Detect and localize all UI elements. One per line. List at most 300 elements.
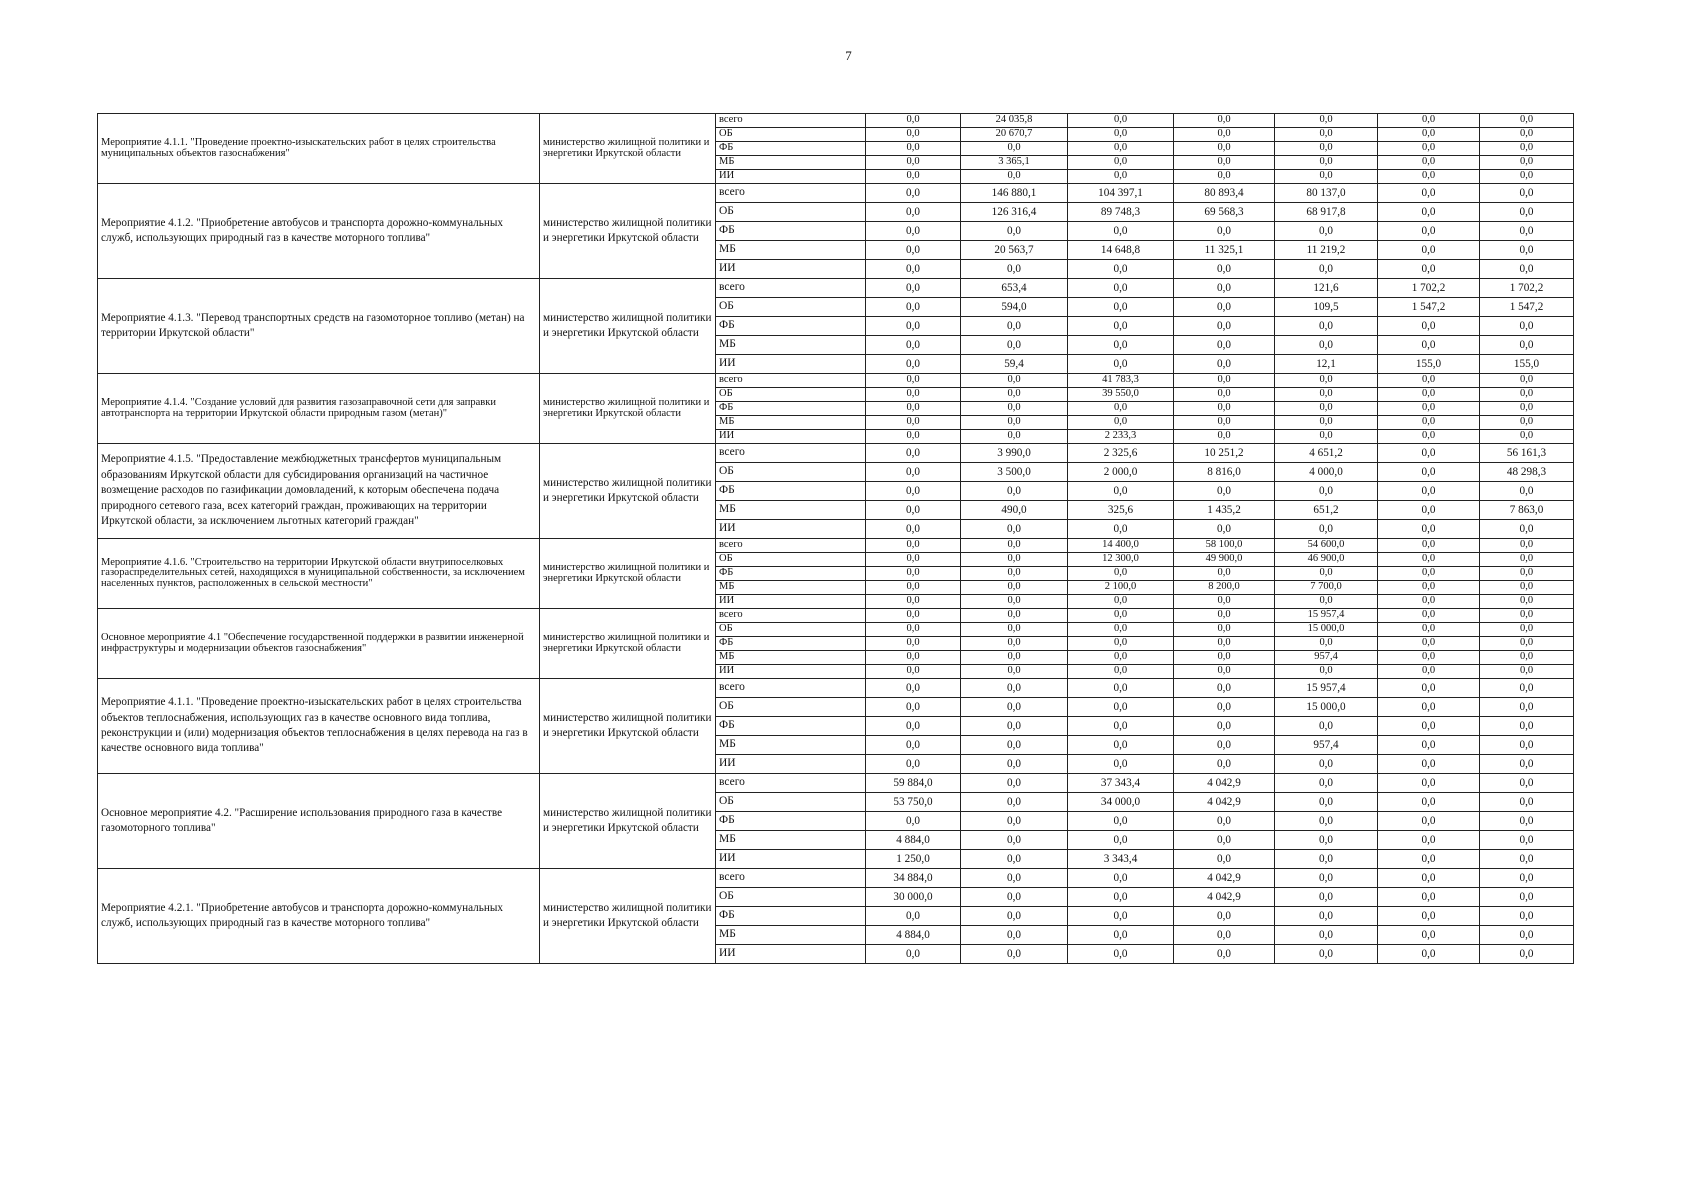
- amount-cell: 0,0: [1068, 128, 1174, 142]
- funding-source: ИИ: [716, 430, 866, 444]
- amount-cell: 4 042,9: [1174, 774, 1275, 793]
- amount-cell: 0,0: [1378, 128, 1480, 142]
- table-row: [98, 539, 1574, 553]
- table-row: [98, 679, 1574, 698]
- amount-cell: 0,0: [961, 907, 1068, 926]
- amount-cell: 68 917,8: [1275, 203, 1378, 222]
- amount-cell: 0,0: [1378, 774, 1480, 793]
- amount-cell: 1 702,2: [1378, 279, 1480, 298]
- amount-cell: 0,0: [1378, 567, 1480, 581]
- funding-source: всего: [716, 114, 866, 128]
- amount-cell: 0,0: [1275, 926, 1378, 945]
- amount-cell: 15 957,4: [1275, 609, 1378, 623]
- amount-cell: 0,0: [1378, 651, 1480, 665]
- funding-source: всего: [716, 374, 866, 388]
- amount-cell: 155,0: [1480, 355, 1574, 374]
- amount-cell: 0,0: [961, 869, 1068, 888]
- amount-cell: 0,0: [866, 679, 961, 698]
- amount-cell: 0,0: [1068, 717, 1174, 736]
- amount-cell: 0,0: [1068, 945, 1174, 964]
- amount-cell: 2 325,6: [1068, 444, 1174, 463]
- executor-name: министерство жилищной политики и энергетики Иркутской области: [540, 679, 716, 774]
- amount-cell: 0,0: [1174, 812, 1275, 831]
- amount-cell: 0,0: [1275, 222, 1378, 241]
- amount-cell: 3 365,1: [961, 156, 1068, 170]
- amount-cell: 0,0: [866, 374, 961, 388]
- executor-name: министерство жилищной политики и энергетики Иркутской области: [540, 539, 716, 609]
- amount-cell: 0,0: [1174, 637, 1275, 651]
- amount-cell: 69 568,3: [1174, 203, 1275, 222]
- amount-cell: 0,0: [1174, 402, 1275, 416]
- amount-cell: 0,0: [1480, 388, 1574, 402]
- amount-cell: 594,0: [961, 298, 1068, 317]
- amount-cell: 34 884,0: [866, 869, 961, 888]
- amount-cell: 653,4: [961, 279, 1068, 298]
- executor-name: министерство жилищной политики и энергетики Иркутской области: [540, 609, 716, 679]
- executor-name: министерство жилищной политики и энергетики Иркутской области: [540, 444, 716, 539]
- amount-cell: 4 884,0: [866, 831, 961, 850]
- funding-source: ИИ: [716, 755, 866, 774]
- amount-cell: 0,0: [1480, 553, 1574, 567]
- measure-name: Мероприятие 4.1.2. "Приобретение автобусов и транспорта дорожно-коммунальных служб, использующих природный газ в качестве моторного топлива": [98, 184, 540, 279]
- amount-cell: 0,0: [1480, 142, 1574, 156]
- amount-cell: 0,0: [961, 679, 1068, 698]
- amount-cell: 0,0: [1480, 203, 1574, 222]
- amount-cell: 0,0: [1480, 812, 1574, 831]
- amount-cell: 0,0: [1378, 336, 1480, 355]
- amount-cell: 0,0: [1378, 665, 1480, 679]
- amount-cell: 4 884,0: [866, 926, 961, 945]
- amount-cell: 0,0: [866, 388, 961, 402]
- amount-cell: 0,0: [1378, 581, 1480, 595]
- amount-cell: 0,0: [1174, 317, 1275, 336]
- executor-name: министерство жилищной политики и энергетики Иркутской области: [540, 279, 716, 374]
- amount-cell: 0,0: [1378, 203, 1480, 222]
- amount-cell: 0,0: [1068, 260, 1174, 279]
- amount-cell: 0,0: [961, 430, 1068, 444]
- amount-cell: 0,0: [1068, 637, 1174, 651]
- amount-cell: 2 100,0: [1068, 581, 1174, 595]
- amount-cell: 0,0: [1480, 520, 1574, 539]
- amount-cell: 0,0: [961, 812, 1068, 831]
- amount-cell: 7 700,0: [1275, 581, 1378, 595]
- amount-cell: 0,0: [1480, 793, 1574, 812]
- amount-cell: 0,0: [1174, 609, 1275, 623]
- amount-cell: 0,0: [1275, 402, 1378, 416]
- amount-cell: 0,0: [866, 444, 961, 463]
- amount-cell: 0,0: [1275, 717, 1378, 736]
- amount-cell: 0,0: [866, 595, 961, 609]
- funding-source: ФБ: [716, 482, 866, 501]
- funding-source: всего: [716, 679, 866, 698]
- amount-cell: 0,0: [866, 520, 961, 539]
- amount-cell: 2 233,3: [1068, 430, 1174, 444]
- amount-cell: 0,0: [1480, 241, 1574, 260]
- amount-cell: 0,0: [1068, 736, 1174, 755]
- amount-cell: 48 298,3: [1480, 463, 1574, 482]
- funding-source: ФБ: [716, 907, 866, 926]
- amount-cell: 0,0: [1068, 298, 1174, 317]
- amount-cell: 0,0: [1480, 869, 1574, 888]
- amount-cell: 0,0: [961, 374, 1068, 388]
- amount-cell: 0,0: [961, 717, 1068, 736]
- amount-cell: 0,0: [1480, 156, 1574, 170]
- amount-cell: 8 200,0: [1174, 581, 1275, 595]
- amount-cell: 0,0: [1174, 717, 1275, 736]
- amount-cell: 0,0: [1480, 595, 1574, 609]
- amount-cell: 0,0: [1378, 926, 1480, 945]
- amount-cell: 10 251,2: [1174, 444, 1275, 463]
- funding-source: ИИ: [716, 850, 866, 869]
- amount-cell: 20 563,7: [961, 241, 1068, 260]
- amount-cell: 0,0: [866, 482, 961, 501]
- funding-source: ИИ: [716, 665, 866, 679]
- funding-source: МБ: [716, 651, 866, 665]
- funding-source: ОБ: [716, 388, 866, 402]
- amount-cell: 0,0: [1480, 717, 1574, 736]
- amount-cell: 41 783,3: [1068, 374, 1174, 388]
- amount-cell: 46 900,0: [1275, 553, 1378, 567]
- funding-source: ОБ: [716, 623, 866, 637]
- amount-cell: 0,0: [1378, 463, 1480, 482]
- amount-cell: 80 137,0: [1275, 184, 1378, 203]
- amount-cell: 0,0: [961, 755, 1068, 774]
- amount-cell: 0,0: [961, 553, 1068, 567]
- amount-cell: 58 100,0: [1174, 539, 1275, 553]
- amount-cell: 0,0: [961, 388, 1068, 402]
- amount-cell: 0,0: [1275, 595, 1378, 609]
- amount-cell: 0,0: [1068, 926, 1174, 945]
- amount-cell: 0,0: [1378, 831, 1480, 850]
- amount-cell: 0,0: [1068, 156, 1174, 170]
- amount-cell: 0,0: [961, 926, 1068, 945]
- amount-cell: 0,0: [1068, 567, 1174, 581]
- amount-cell: 0,0: [1174, 907, 1275, 926]
- amount-cell: 0,0: [1275, 793, 1378, 812]
- amount-cell: 0,0: [1378, 156, 1480, 170]
- amount-cell: 3 990,0: [961, 444, 1068, 463]
- amount-cell: 126 316,4: [961, 203, 1068, 222]
- measure-name: Основное мероприятие 4.2. "Расширение использования природного газа в качестве газомоторного топлива": [98, 774, 540, 869]
- funding-source: ОБ: [716, 203, 866, 222]
- amount-cell: 325,6: [1068, 501, 1174, 520]
- amount-cell: 0,0: [1378, 812, 1480, 831]
- amount-cell: 0,0: [1068, 831, 1174, 850]
- amount-cell: 0,0: [1174, 170, 1275, 184]
- executor-name: министерство жилищной политики и энергетики Иркутской области: [540, 374, 716, 444]
- amount-cell: 155,0: [1378, 355, 1480, 374]
- amount-cell: 0,0: [1068, 222, 1174, 241]
- amount-cell: 0,0: [1068, 812, 1174, 831]
- amount-cell: 0,0: [1275, 156, 1378, 170]
- amount-cell: 0,0: [1275, 755, 1378, 774]
- amount-cell: 0,0: [1068, 416, 1174, 430]
- amount-cell: 0,0: [1174, 755, 1275, 774]
- amount-cell: 0,0: [1275, 812, 1378, 831]
- amount-cell: 30 000,0: [866, 888, 961, 907]
- amount-cell: 0,0: [866, 651, 961, 665]
- table-row: [98, 869, 1574, 888]
- amount-cell: 0,0: [961, 402, 1068, 416]
- amount-cell: 0,0: [1480, 698, 1574, 717]
- funding-source: всего: [716, 869, 866, 888]
- amount-cell: 0,0: [1174, 388, 1275, 402]
- amount-cell: 0,0: [1378, 945, 1480, 964]
- amount-cell: 14 400,0: [1068, 539, 1174, 553]
- amount-cell: 0,0: [1480, 945, 1574, 964]
- amount-cell: 59 884,0: [866, 774, 961, 793]
- amount-cell: 0,0: [1480, 755, 1574, 774]
- amount-cell: 0,0: [961, 665, 1068, 679]
- measure-name: Основное мероприятие 4.1 "Обеспечение государственной поддержки в развитии инженерной инфраструктуры и модернизации объектов газоснабжения": [98, 609, 540, 679]
- amount-cell: 0,0: [961, 416, 1068, 430]
- amount-cell: 0,0: [866, 142, 961, 156]
- amount-cell: 11 325,1: [1174, 241, 1275, 260]
- executor-name: министерство жилищной политики и энергетики Иркутской области: [540, 869, 716, 964]
- amount-cell: 0,0: [1174, 374, 1275, 388]
- amount-cell: 0,0: [1174, 595, 1275, 609]
- funding-source: всего: [716, 184, 866, 203]
- funding-source: ОБ: [716, 793, 866, 812]
- amount-cell: 0,0: [961, 581, 1068, 595]
- funding-source: МБ: [716, 336, 866, 355]
- amount-cell: 1 702,2: [1480, 279, 1574, 298]
- amount-cell: 0,0: [1275, 317, 1378, 336]
- amount-cell: 0,0: [1480, 567, 1574, 581]
- amount-cell: 0,0: [1378, 260, 1480, 279]
- amount-cell: 0,0: [1068, 665, 1174, 679]
- amount-cell: 0,0: [1480, 184, 1574, 203]
- amount-cell: 0,0: [1174, 665, 1275, 679]
- amount-cell: 0,0: [961, 831, 1068, 850]
- amount-cell: 0,0: [866, 736, 961, 755]
- amount-cell: 0,0: [1174, 114, 1275, 128]
- amount-cell: 89 748,3: [1068, 203, 1174, 222]
- amount-cell: 0,0: [1480, 539, 1574, 553]
- amount-cell: 0,0: [1378, 850, 1480, 869]
- amount-cell: 0,0: [1378, 717, 1480, 736]
- amount-cell: 0,0: [1480, 581, 1574, 595]
- amount-cell: 0,0: [1174, 567, 1275, 581]
- amount-cell: 0,0: [1480, 736, 1574, 755]
- amount-cell: 0,0: [1068, 317, 1174, 336]
- amount-cell: 0,0: [866, 279, 961, 298]
- amount-cell: 0,0: [1174, 482, 1275, 501]
- table-row: [98, 444, 1574, 463]
- amount-cell: 0,0: [1480, 482, 1574, 501]
- amount-cell: 0,0: [1378, 388, 1480, 402]
- amount-cell: 15 000,0: [1275, 623, 1378, 637]
- executor-name: министерство жилищной политики и энергетики Иркутской области: [540, 184, 716, 279]
- amount-cell: 0,0: [866, 623, 961, 637]
- amount-cell: 0,0: [1174, 520, 1275, 539]
- amount-cell: 0,0: [866, 184, 961, 203]
- amount-cell: 0,0: [1068, 402, 1174, 416]
- funding-source: МБ: [716, 416, 866, 430]
- amount-cell: 4 042,9: [1174, 869, 1275, 888]
- amount-cell: 0,0: [1480, 679, 1574, 698]
- funding-source: ИИ: [716, 355, 866, 374]
- amount-cell: 0,0: [1480, 317, 1574, 336]
- amount-cell: 0,0: [1068, 142, 1174, 156]
- amount-cell: 0,0: [1068, 482, 1174, 501]
- amount-cell: 104 397,1: [1068, 184, 1174, 203]
- amount-cell: 0,0: [961, 609, 1068, 623]
- amount-cell: 34 000,0: [1068, 793, 1174, 812]
- amount-cell: 0,0: [866, 553, 961, 567]
- amount-cell: 0,0: [1480, 651, 1574, 665]
- amount-cell: 0,0: [866, 755, 961, 774]
- funding-source: всего: [716, 444, 866, 463]
- amount-cell: 24 035,8: [961, 114, 1068, 128]
- funding-source: ОБ: [716, 298, 866, 317]
- executor-name: министерство жилищной политики и энергетики Иркутской области: [540, 774, 716, 869]
- amount-cell: 0,0: [1068, 114, 1174, 128]
- amount-cell: 0,0: [1275, 907, 1378, 926]
- amount-cell: 0,0: [961, 539, 1068, 553]
- amount-cell: 0,0: [1480, 114, 1574, 128]
- amount-cell: 0,0: [1275, 142, 1378, 156]
- amount-cell: 0,0: [1174, 736, 1275, 755]
- amount-cell: 0,0: [1174, 416, 1275, 430]
- amount-cell: 0,0: [866, 402, 961, 416]
- amount-cell: 0,0: [1378, 142, 1480, 156]
- amount-cell: 0,0: [866, 336, 961, 355]
- amount-cell: 0,0: [1174, 831, 1275, 850]
- amount-cell: 0,0: [1068, 336, 1174, 355]
- amount-cell: 0,0: [1068, 907, 1174, 926]
- amount-cell: 109,5: [1275, 298, 1378, 317]
- amount-cell: 0,0: [1068, 279, 1174, 298]
- amount-cell: 0,0: [866, 907, 961, 926]
- amount-cell: 0,0: [866, 501, 961, 520]
- amount-cell: 0,0: [1174, 128, 1275, 142]
- amount-cell: 0,0: [1480, 222, 1574, 241]
- amount-cell: 0,0: [1068, 355, 1174, 374]
- amount-cell: 0,0: [1068, 679, 1174, 698]
- amount-cell: 0,0: [1275, 416, 1378, 430]
- amount-cell: 0,0: [961, 888, 1068, 907]
- amount-cell: 0,0: [1378, 793, 1480, 812]
- amount-cell: 0,0: [866, 170, 961, 184]
- amount-cell: 0,0: [1174, 298, 1275, 317]
- amount-cell: 3 343,4: [1068, 850, 1174, 869]
- funding-source: МБ: [716, 831, 866, 850]
- amount-cell: 0,0: [1378, 520, 1480, 539]
- amount-cell: 0,0: [961, 651, 1068, 665]
- amount-cell: 0,0: [1480, 623, 1574, 637]
- amount-cell: 0,0: [1378, 430, 1480, 444]
- amount-cell: 12,1: [1275, 355, 1378, 374]
- amount-cell: 0,0: [866, 945, 961, 964]
- amount-cell: 0,0: [1068, 888, 1174, 907]
- amount-cell: 1 435,2: [1174, 501, 1275, 520]
- table-row: [98, 374, 1574, 388]
- amount-cell: 0,0: [1068, 623, 1174, 637]
- amount-cell: 0,0: [866, 156, 961, 170]
- amount-cell: 0,0: [1174, 651, 1275, 665]
- amount-cell: 0,0: [1174, 850, 1275, 869]
- amount-cell: 0,0: [1480, 170, 1574, 184]
- amount-cell: 0,0: [1480, 336, 1574, 355]
- amount-cell: 53 750,0: [866, 793, 961, 812]
- amount-cell: 0,0: [961, 142, 1068, 156]
- amount-cell: 54 600,0: [1275, 539, 1378, 553]
- table-body: [98, 114, 1574, 964]
- funding-source: ОБ: [716, 888, 866, 907]
- amount-cell: 0,0: [1378, 402, 1480, 416]
- funding-source: всего: [716, 774, 866, 793]
- amount-cell: 0,0: [866, 539, 961, 553]
- amount-cell: 0,0: [1378, 501, 1480, 520]
- amount-cell: 0,0: [1378, 698, 1480, 717]
- amount-cell: 0,0: [1378, 374, 1480, 388]
- amount-cell: 0,0: [1480, 128, 1574, 142]
- amount-cell: 0,0: [1480, 774, 1574, 793]
- funding-source: ОБ: [716, 128, 866, 142]
- amount-cell: 0,0: [1378, 755, 1480, 774]
- amount-cell: 0,0: [866, 203, 961, 222]
- measure-name: Мероприятие 4.1.5. "Предоставление межбюджетных трансфертов муниципальным образованиям Иркутской области для субсидирования организаций на частичное возмещение расходов по газификации домовладений, к которым обеспечена подача природного сетевого газа, всех категорий граждан, проживающих на территории Иркутской области, за исключением льготных категорий граждан": [98, 444, 540, 539]
- financing-table: [97, 113, 1574, 964]
- amount-cell: 0,0: [1275, 260, 1378, 279]
- amount-cell: 0,0: [1068, 609, 1174, 623]
- amount-cell: 0,0: [1174, 926, 1275, 945]
- measure-name: Мероприятие 4.1.6. "Строительство на территории Иркутской области внутрипоселковых газораспределительных сетей, находящихся в муниципальной собственности, за исключением населенных пунктов, расположенных в сельской местности": [98, 539, 540, 609]
- amount-cell: 0,0: [866, 355, 961, 374]
- amount-cell: 0,0: [1275, 665, 1378, 679]
- amount-cell: 0,0: [866, 430, 961, 444]
- amount-cell: 0,0: [1480, 609, 1574, 623]
- amount-cell: 0,0: [1480, 850, 1574, 869]
- amount-cell: 0,0: [1378, 609, 1480, 623]
- amount-cell: 0,0: [961, 520, 1068, 539]
- amount-cell: 20 670,7: [961, 128, 1068, 142]
- amount-cell: 0,0: [1275, 388, 1378, 402]
- amount-cell: 0,0: [1068, 755, 1174, 774]
- amount-cell: 1 547,2: [1480, 298, 1574, 317]
- measure-name: Мероприятие 4.1.4. "Создание условий для развития газозаправочной сети для заправки автотранспорта на территории Иркутской области природным газом (метан)": [98, 374, 540, 444]
- funding-source: всего: [716, 609, 866, 623]
- funding-source: ФБ: [716, 567, 866, 581]
- amount-cell: 0,0: [1275, 128, 1378, 142]
- amount-cell: 0,0: [1378, 222, 1480, 241]
- amount-cell: 0,0: [961, 774, 1068, 793]
- funding-source: ФБ: [716, 402, 866, 416]
- amount-cell: 0,0: [1378, 170, 1480, 184]
- amount-cell: 0,0: [1275, 374, 1378, 388]
- amount-cell: 0,0: [1378, 317, 1480, 336]
- amount-cell: 4 651,2: [1275, 444, 1378, 463]
- amount-cell: 0,0: [866, 317, 961, 336]
- funding-source: ИИ: [716, 170, 866, 184]
- amount-cell: 0,0: [961, 317, 1068, 336]
- amount-cell: 0,0: [1068, 651, 1174, 665]
- amount-cell: 49 900,0: [1174, 553, 1275, 567]
- amount-cell: 0,0: [1174, 945, 1275, 964]
- amount-cell: 39 550,0: [1068, 388, 1174, 402]
- funding-source: МБ: [716, 156, 866, 170]
- amount-cell: 121,6: [1275, 279, 1378, 298]
- amount-cell: 0,0: [1275, 567, 1378, 581]
- amount-cell: 0,0: [1378, 444, 1480, 463]
- amount-cell: 0,0: [866, 567, 961, 581]
- amount-cell: 0,0: [961, 222, 1068, 241]
- amount-cell: 15 957,4: [1275, 679, 1378, 698]
- amount-cell: 0,0: [1480, 416, 1574, 430]
- funding-source: ОБ: [716, 698, 866, 717]
- amount-cell: 0,0: [961, 698, 1068, 717]
